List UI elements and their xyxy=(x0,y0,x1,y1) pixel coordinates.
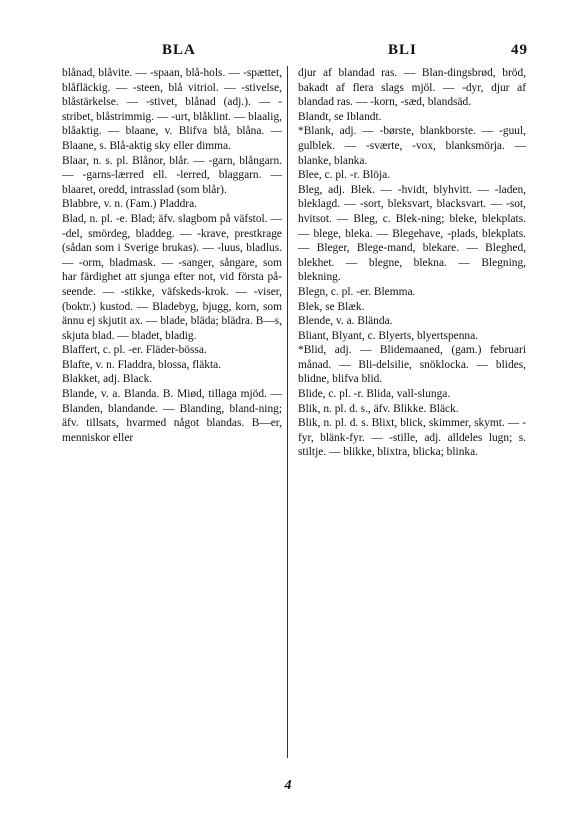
dictionary-entry: Blaar, n. s. pl. Blånor, blår. — -garn, blångarn. — -garns-lærred ell. -lerred, blaggarn. — blaaret, oredd, intrasslad (som blår). xyxy=(62,154,282,196)
dictionary-entry: Blide, c. pl. -r. Blida, vall-slunga. xyxy=(298,388,451,401)
dictionary-entry: Blakket, adj. Black. xyxy=(62,373,153,386)
dictionary-entry: djur af blandad ras. — Blan-dingsbrød, bröd, bakadt af flera slags mjöl. — -dyr, djur af blandad ras. — -korn, -sæd, blandsäd. xyxy=(298,67,526,109)
signature-mark: 4 xyxy=(284,778,292,793)
column-divider xyxy=(287,66,288,758)
dictionary-entry: Blabbre, v. n. (Fam.) Pladdra. xyxy=(62,198,197,211)
dictionary-entry: Bleg, adj. Blek. — -hvidt, blyhvitt. — -laden, bleklagd. — -sort, bleksvart, blacksvart. — -sot, hvitsot. — Bleg, c. Blek-ning; bleke, blekplats. — blege, bleka. — Blegehave, -plads, blekplats. — Bleger, Blege-mand, blekare. — Bleghed, blekhet. — blegne, blekna. — Blegning, blekning. xyxy=(298,183,526,284)
left-column xyxy=(62,66,282,445)
right-guide-word: BLI xyxy=(388,42,417,58)
dictionary-entry: blånad, blåvite. — -spaan, blå-hols. — -spættet, blåfläckig. — -steen, blå vitriol. — -stivelse, blåstärkelse. — -stivet, blånad (adj.). — -stribet, blåstrimmig. — -urt, blåklint. — blaalig, blåaktig. — blaane, v. Blifva blå, blåna. — Blaane, s. Blå-aktig sky eller dimma. xyxy=(62,67,282,152)
dictionary-entry: Blik, n. pl. d. s. Blixt, blick, skimmer, skymt. — -fyr, blänk-fyr. — -stille, adj. alldeles lugn; s. stiltje. — blikke, blixtra, blicka; blinka. xyxy=(298,417,526,459)
dictionary-entry: Blik, n. pl. d. s., äfv. Blikke. Bläck. xyxy=(298,402,459,415)
dictionary-entry: Blande, v. a. Blanda. B. Miød, tillaga mjöd. — Blanden, blandande. — Blanding, bland-ning; äfv. tillsats, hvarmed något blandas. B—er, menniskor eller xyxy=(62,388,282,444)
left-guide-word: BLA xyxy=(162,42,196,58)
dictionary-entry: Blek, se Blæk. xyxy=(298,300,365,313)
right-column xyxy=(298,66,526,460)
dictionary-entry: Blegn, c. pl. -er. Blemma. xyxy=(298,285,416,298)
page-number: 49 xyxy=(511,42,528,58)
dictionary-entry: Blee, c. pl. -r. Blöja. xyxy=(298,169,391,182)
dictionary-entry: Blaffert, c. pl. -er. Fläder-bössa. xyxy=(62,344,207,357)
page-header xyxy=(70,42,528,64)
dictionary-entry: Blende, v. a. Blända. xyxy=(298,315,393,328)
dictionary-entry: *Blid, adj. — Blidemaaned, (gam.) februari månad. — Bli-delsilie, snöklocka. — blides, blidne, blifva blid. xyxy=(298,344,526,386)
dictionary-entry: Blafte, v. n. Fladdra, blossa, fläkta. xyxy=(62,358,222,371)
dictionary-entry: *Blank, adj. — -børste, blankborste. — -guul, gulblek. — -sværte, -vox, blanksmörja. — blanke, blanka. xyxy=(298,125,526,167)
dictionary-entry: Blandt, se Iblandt. xyxy=(298,110,382,123)
dictionary-entry: Blad, n. pl. -e. Blad; äfv. slagbom på väfstol. — -del, smördeg, bladdeg. — -krave, prestkrage (sådan som i Sverige brukas). — -luus, bladlus. — -orm, bladmask. — -sanger, sångare, som har färdighet att sjunga efter not, vid första på-seende. — -stikke, väfskeds-krok. — -viser, (boktr.) kustod. — Bladebyg, bjugg, korn, som ännu ej skjutit ax. — blade, bläda; blädra. B—s, skjuta blad. — bladet, bladig. xyxy=(62,212,282,342)
dictionary-entry: Bliant, Blyant, c. Blyerts, blyertspenna. xyxy=(298,329,479,342)
